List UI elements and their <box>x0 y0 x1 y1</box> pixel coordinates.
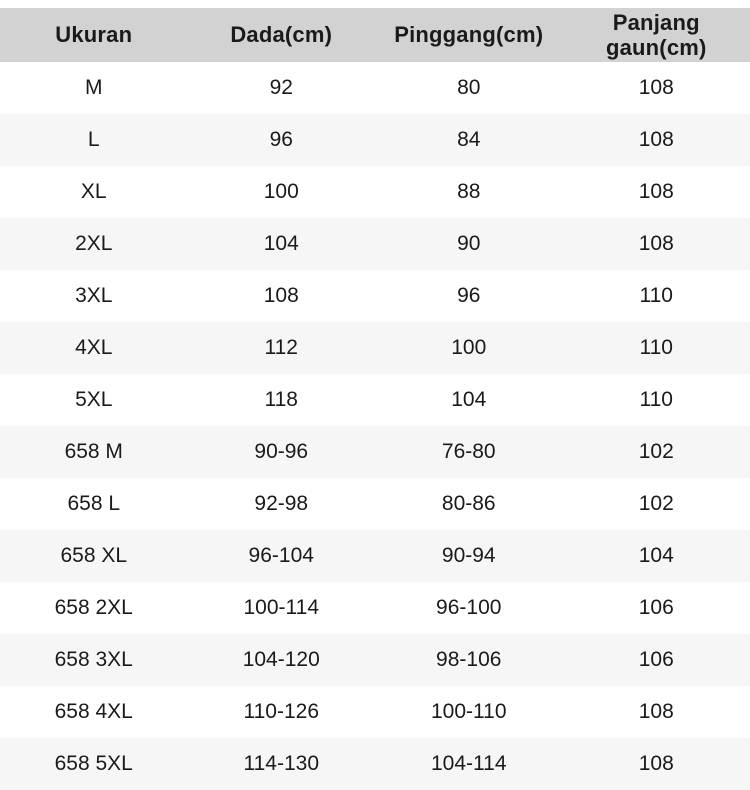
table-cell: 108 <box>563 738 750 790</box>
table-row <box>0 634 750 686</box>
table-cell: 100-114 <box>188 582 376 634</box>
table-cell: 110-126 <box>188 686 376 738</box>
table-row <box>0 686 750 738</box>
table-cell: 92-98 <box>188 478 376 530</box>
table-cell: 110 <box>563 374 750 426</box>
table-cell: 90-94 <box>375 530 563 582</box>
table-cell: 658 2XL <box>0 582 188 634</box>
table-cell: 100 <box>188 166 376 218</box>
table-cell: 658 XL <box>0 530 188 582</box>
header-cell-panjang-gaun <box>563 8 750 62</box>
table-cell: 112 <box>188 322 376 374</box>
table-cell: 90 <box>375 218 563 270</box>
table-cell: 90-96 <box>188 426 376 478</box>
table-row <box>0 218 750 270</box>
table-cell: M <box>0 62 188 114</box>
table-row <box>0 270 750 322</box>
table-cell: L <box>0 114 188 166</box>
table-cell: 108 <box>563 114 750 166</box>
table-cell: 118 <box>188 374 376 426</box>
table-cell: 104-120 <box>188 634 376 686</box>
table-cell: 102 <box>563 426 750 478</box>
table-cell: 5XL <box>0 374 188 426</box>
table-cell: 92 <box>188 62 376 114</box>
header-cell-pinggang: Pinggang(cm) <box>375 8 563 62</box>
table-cell: 80 <box>375 62 563 114</box>
table-row <box>0 166 750 218</box>
table-cell: 106 <box>563 634 750 686</box>
table-cell: 98-106 <box>375 634 563 686</box>
table-cell: 658 4XL <box>0 686 188 738</box>
size-table <box>0 8 750 790</box>
table-cell: 104 <box>563 530 750 582</box>
table-header <box>0 8 750 62</box>
table-cell: 96 <box>375 270 563 322</box>
table-cell: 100-110 <box>375 686 563 738</box>
header-cell-dada: Dada(cm) <box>188 8 376 62</box>
table-row <box>0 374 750 426</box>
table-cell: 104 <box>375 374 563 426</box>
table-cell: 96 <box>188 114 376 166</box>
table-row <box>0 114 750 166</box>
table-cell: 108 <box>563 166 750 218</box>
table-row <box>0 478 750 530</box>
table-row <box>0 322 750 374</box>
header-row <box>0 8 750 62</box>
table-cell: 114-130 <box>188 738 376 790</box>
table-cell: 2XL <box>0 218 188 270</box>
table-cell: 106 <box>563 582 750 634</box>
header-cell-panjang-gaun-label: Panjang gaun(cm) <box>605 9 707 60</box>
table-row <box>0 738 750 790</box>
table-cell: 88 <box>375 166 563 218</box>
table-cell: 3XL <box>0 270 188 322</box>
header-cell-ukuran: Ukuran <box>0 8 188 62</box>
table-cell: XL <box>0 166 188 218</box>
table-cell: 658 L <box>0 478 188 530</box>
table-cell: 84 <box>375 114 563 166</box>
table-row <box>0 582 750 634</box>
table-cell: 108 <box>188 270 376 322</box>
size-table-body <box>0 62 750 790</box>
table-cell: 110 <box>563 270 750 322</box>
table-cell: 76-80 <box>375 426 563 478</box>
table-cell: 110 <box>563 322 750 374</box>
table-cell: 108 <box>563 218 750 270</box>
table-cell: 658 3XL <box>0 634 188 686</box>
table-cell: 658 5XL <box>0 738 188 790</box>
table-row <box>0 530 750 582</box>
table-cell: 4XL <box>0 322 188 374</box>
table-cell: 96-100 <box>375 582 563 634</box>
table-row <box>0 62 750 114</box>
table-cell: 104 <box>188 218 376 270</box>
table-cell: 104-114 <box>375 738 563 790</box>
table-cell: 102 <box>563 478 750 530</box>
table-cell: 108 <box>563 62 750 114</box>
table-cell: 96-104 <box>188 530 376 582</box>
table-cell: 100 <box>375 322 563 374</box>
table-row <box>0 426 750 478</box>
table-cell: 80-86 <box>375 478 563 530</box>
table-cell: 658 M <box>0 426 188 478</box>
table-cell: 108 <box>563 686 750 738</box>
